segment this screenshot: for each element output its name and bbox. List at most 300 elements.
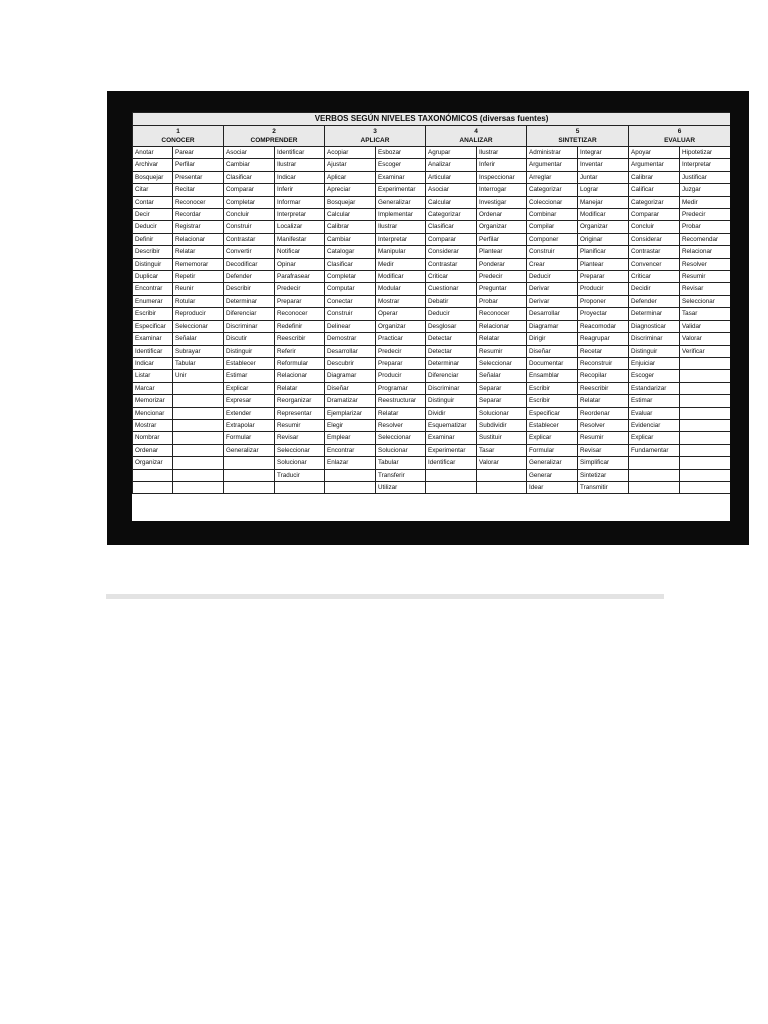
table-cell: Determinar — [426, 357, 477, 369]
table-cell: Resolver — [376, 419, 426, 431]
table-cell: Dirigir — [527, 333, 578, 345]
table-cell: Perfilar — [477, 233, 527, 245]
table-cell: Organizar — [133, 457, 173, 469]
table-cell: Solucionar — [376, 444, 426, 456]
table-cell: Encontrar — [325, 444, 376, 456]
level-number: 6 — [677, 128, 682, 135]
table-row — [133, 171, 731, 183]
table-cell: Escribir — [527, 395, 578, 407]
table-cell: Recitar — [173, 184, 224, 196]
table-cell: Argumentar — [629, 159, 680, 171]
table-cell: Crear — [527, 258, 578, 270]
table-cell: Proyectar — [578, 308, 629, 320]
table-cell — [173, 457, 224, 469]
table-cell: Determinar — [629, 308, 680, 320]
table-sheet — [132, 112, 730, 521]
page-divider — [106, 594, 664, 599]
table-cell: Probar — [680, 221, 731, 233]
table-cell: Diagnosticar — [629, 320, 680, 332]
table-cell: Completar — [325, 271, 376, 283]
table-cell: Inferir — [275, 184, 325, 196]
table-cell: Listar — [133, 370, 173, 382]
table-cell: Justificar — [680, 171, 731, 183]
table-cell: Simplificar — [578, 457, 629, 469]
table-cell — [325, 481, 376, 493]
table-title: VERBOS SEGÚN NIVELES TAXONÓMICOS (diversas fuentes) — [133, 113, 731, 126]
table-cell: Rememorar — [173, 258, 224, 270]
table-cell: Enjuiciar — [629, 357, 680, 369]
table-cell: Arreglar — [527, 171, 578, 183]
table-cell — [680, 419, 731, 431]
table-cell: Archivar — [133, 159, 173, 171]
table-cell: Interpretar — [376, 233, 426, 245]
table-cell: Apreciar — [325, 184, 376, 196]
table-cell: Transmitir — [578, 481, 629, 493]
table-row — [133, 395, 731, 407]
level-number: 4 — [474, 128, 478, 135]
table-cell: Subdividir — [477, 419, 527, 431]
table-cell — [680, 382, 731, 394]
level-name: EVALUAR — [664, 136, 696, 144]
table-row — [133, 184, 731, 196]
table-cell: Dramatizar — [325, 395, 376, 407]
table-cell: Citar — [133, 184, 173, 196]
table-image-frame — [107, 91, 749, 545]
table-cell: Relacionar — [680, 246, 731, 258]
table-cell: Perfilar — [173, 159, 224, 171]
table-cell: Inventar — [578, 159, 629, 171]
table-cell: Reorganizar — [275, 395, 325, 407]
table-cell: Sintetizar — [578, 469, 629, 481]
table-cell: Detectar — [426, 345, 477, 357]
table-cell: Examinar — [133, 333, 173, 345]
table-cell: Comparar — [629, 209, 680, 221]
table-cell: Describir — [224, 283, 275, 295]
table-cell: Repetir — [173, 271, 224, 283]
table-cell: Combinar — [527, 209, 578, 221]
table-cell — [224, 481, 275, 493]
table-cell: Identificar — [133, 345, 173, 357]
table-cell: Relatar — [275, 382, 325, 394]
table-cell: Asociar — [426, 184, 477, 196]
table-cell: Resumir — [578, 432, 629, 444]
table-row — [133, 246, 731, 258]
table-cell: Expresar — [224, 395, 275, 407]
table-cell: Predecir — [477, 271, 527, 283]
table-cell: Aplicar — [325, 171, 376, 183]
table-cell: Practicar — [376, 333, 426, 345]
table-cell: Separar — [477, 395, 527, 407]
level-header-6 — [629, 126, 731, 147]
table-cell: Interpretar — [275, 209, 325, 221]
table-cell: Ponderar — [477, 258, 527, 270]
table-cell: Solucionar — [477, 407, 527, 419]
table-cell: Defender — [224, 271, 275, 283]
table-cell: Derivar — [527, 283, 578, 295]
table-cell: Concluir — [224, 209, 275, 221]
table-cell — [680, 395, 731, 407]
table-cell: Apoyar — [629, 147, 680, 159]
table-cell: Evidenciar — [629, 419, 680, 431]
table-cell: Valorar — [477, 457, 527, 469]
table-row — [133, 209, 731, 221]
table-cell: Recordar — [173, 209, 224, 221]
table-row — [133, 283, 731, 295]
table-cell: Reescribir — [275, 333, 325, 345]
table-cell: Ordenar — [133, 444, 173, 456]
table-cell: Traducir — [275, 469, 325, 481]
table-row — [133, 196, 731, 208]
table-cell: Sustituir — [477, 432, 527, 444]
table-cell: Acopiar — [325, 147, 376, 159]
table-cell — [173, 481, 224, 493]
table-cell: Diagramar — [325, 370, 376, 382]
table-cell: Especificar — [133, 320, 173, 332]
table-cell: Notificar — [275, 246, 325, 258]
table-cell: Contar — [133, 196, 173, 208]
table-cell — [173, 382, 224, 394]
table-cell — [680, 457, 731, 469]
table-cell: Argumentar — [527, 159, 578, 171]
table-row — [133, 221, 731, 233]
table-cell: Idear — [527, 481, 578, 493]
table-cell: Reunir — [173, 283, 224, 295]
table-cell: Contrastar — [629, 246, 680, 258]
table-cell: Utilizar — [376, 481, 426, 493]
table-cell: Parear — [173, 147, 224, 159]
table-cell: Formular — [527, 444, 578, 456]
table-cell: Separar — [477, 382, 527, 394]
table-row — [133, 308, 731, 320]
level-name: APLICAR — [360, 136, 390, 144]
table-cell: Explicar — [629, 432, 680, 444]
table-row — [133, 469, 731, 481]
table-cell: Resumir — [680, 271, 731, 283]
table-cell: Generalizar — [224, 444, 275, 456]
table-row — [133, 370, 731, 382]
table-cell: Calcular — [426, 196, 477, 208]
table-cell: Computar — [325, 283, 376, 295]
table-cell: Medir — [680, 196, 731, 208]
table-cell: Clasificar — [325, 258, 376, 270]
table-cell: Preparar — [275, 295, 325, 307]
table-cell: Considerar — [426, 246, 477, 258]
table-cell: Verificar — [680, 345, 731, 357]
table-cell: Distinguir — [133, 258, 173, 270]
table-cell: Calificar — [629, 184, 680, 196]
table-cell: Tasar — [680, 308, 731, 320]
table-cell: Escribir — [133, 308, 173, 320]
table-cell: Mostrar — [376, 295, 426, 307]
table-cell — [173, 444, 224, 456]
table-cell: Generalizar — [376, 196, 426, 208]
table-cell — [173, 395, 224, 407]
table-cell: Especificar — [527, 407, 578, 419]
table-cell: Defender — [629, 295, 680, 307]
table-cell: Probar — [477, 295, 527, 307]
table-cell: Desglosar — [426, 320, 477, 332]
table-cell: Ejemplarizar — [325, 407, 376, 419]
level-header-5 — [527, 126, 629, 147]
table-cell: Manifestar — [275, 233, 325, 245]
table-cell: Coleccionar — [527, 196, 578, 208]
table-cell: Señalar — [477, 370, 527, 382]
table-cell: Organizar — [376, 320, 426, 332]
level-number: 2 — [272, 128, 276, 135]
level-number: 1 — [176, 128, 180, 135]
table-cell: Presentar — [173, 171, 224, 183]
level-header-1 — [133, 126, 224, 147]
table-cell: Convencer — [629, 258, 680, 270]
table-cell: Documentar — [527, 357, 578, 369]
table-cell — [680, 481, 731, 493]
table-cell — [629, 457, 680, 469]
table-cell: Concluir — [629, 221, 680, 233]
table-cell: Manejar — [578, 196, 629, 208]
table-cell: Deducir — [426, 308, 477, 320]
table-cell: Juzgar — [680, 184, 731, 196]
table-cell: Establecer — [224, 357, 275, 369]
table-cell: Categorizar — [629, 196, 680, 208]
table-cell: Resumir — [477, 345, 527, 357]
table-cell: Validar — [680, 320, 731, 332]
table-cell — [426, 481, 477, 493]
table-cell: Subrayar — [173, 345, 224, 357]
table-cell: Medir — [376, 258, 426, 270]
table-row — [133, 407, 731, 419]
table-cell: Contrastar — [426, 258, 477, 270]
table-cell: Distinguir — [426, 395, 477, 407]
table-cell: Juntar — [578, 171, 629, 183]
table-cell — [629, 469, 680, 481]
table-cell: Seleccionar — [173, 320, 224, 332]
table-cell: Resolver — [578, 419, 629, 431]
table-cell: Relatar — [376, 407, 426, 419]
table-cell: Resumir — [275, 419, 325, 431]
table-cell: Valorar — [680, 333, 731, 345]
table-cell: Conectar — [325, 295, 376, 307]
table-cell: Indicar — [275, 171, 325, 183]
table-cell: Agrupar — [426, 147, 477, 159]
table-cell: Derivar — [527, 295, 578, 307]
table-cell: Revisar — [578, 444, 629, 456]
table-cell — [426, 469, 477, 481]
table-cell: Programar — [376, 382, 426, 394]
table-cell: Tabular — [173, 357, 224, 369]
table-cell: Preparar — [376, 357, 426, 369]
table-cell: Diferenciar — [224, 308, 275, 320]
table-row — [133, 333, 731, 345]
table-cell: Generar — [527, 469, 578, 481]
table-cell: Marcar — [133, 382, 173, 394]
table-cell: Modular — [376, 283, 426, 295]
table-cell: Señalar — [173, 333, 224, 345]
table-cell: Reconocer — [173, 196, 224, 208]
table-row — [133, 432, 731, 444]
table-cell — [477, 481, 527, 493]
table-cell: Desarrollar — [527, 308, 578, 320]
table-cell: Diferenciar — [426, 370, 477, 382]
table-cell: Deducir — [527, 271, 578, 283]
table-cell: Ordenar — [477, 209, 527, 221]
table-cell: Construir — [325, 308, 376, 320]
table-cell — [173, 469, 224, 481]
table-cell: Reconocer — [477, 308, 527, 320]
table-cell: Estandarizar — [629, 382, 680, 394]
level-header-2 — [224, 126, 325, 147]
level-header-3 — [325, 126, 426, 147]
table-cell: Extender — [224, 407, 275, 419]
table-cell: Cambiar — [325, 233, 376, 245]
table-cell: Transferir — [376, 469, 426, 481]
table-cell: Decir — [133, 209, 173, 221]
table-cell: Elegir — [325, 419, 376, 431]
table-cell: Examinar — [426, 432, 477, 444]
table-cell: Reordenar — [578, 407, 629, 419]
table-cell: Descubrir — [325, 357, 376, 369]
table-cell: Ajustar — [325, 159, 376, 171]
table-cell: Unir — [173, 370, 224, 382]
table-cell: Evaluar — [629, 407, 680, 419]
table-cell — [224, 457, 275, 469]
level-number: 5 — [575, 128, 580, 135]
table-cell: Modificar — [578, 209, 629, 221]
table-cell: Esbozar — [376, 147, 426, 159]
taxonomy-verbs-table — [132, 112, 730, 494]
table-cell — [680, 444, 731, 456]
table-cell: Recomendar — [680, 233, 731, 245]
table-cell: Calibrar — [325, 221, 376, 233]
table-row — [133, 382, 731, 394]
table-cell: Proponer — [578, 295, 629, 307]
table-cell: Identificar — [275, 147, 325, 159]
table-cell: Cambiar — [224, 159, 275, 171]
table-cell: Ensamblar — [527, 370, 578, 382]
table-cell: Plantear — [578, 258, 629, 270]
table-cell: Reescribir — [578, 382, 629, 394]
table-cell: Debatir — [426, 295, 477, 307]
table-cell: Convertir — [224, 246, 275, 258]
table-cell: Generalizar — [527, 457, 578, 469]
table-cell: Compilar — [527, 221, 578, 233]
table-cell — [680, 407, 731, 419]
table-cell: Preparar — [578, 271, 629, 283]
table-cell: Estimar — [224, 370, 275, 382]
table-cell: Deducir — [133, 221, 173, 233]
table-cell: Describir — [133, 246, 173, 258]
table-cell: Redefinir — [275, 320, 325, 332]
table-cell: Articular — [426, 171, 477, 183]
table-cell: Predecir — [376, 345, 426, 357]
table-cell: Reproducir — [173, 308, 224, 320]
table-cell: Tabular — [376, 457, 426, 469]
table-cell: Reformular — [275, 357, 325, 369]
table-cell: Informar — [275, 196, 325, 208]
table-cell: Explicar — [224, 382, 275, 394]
table-cell: Diseñar — [527, 345, 578, 357]
table-cell: Comparar — [224, 184, 275, 196]
table-row — [133, 481, 731, 493]
table-cell: Manipular — [376, 246, 426, 258]
table-cell: Mostrar — [133, 419, 173, 431]
level-name: ANALIZAR — [459, 136, 493, 144]
table-cell: Originar — [578, 233, 629, 245]
table-cell: Plantear — [477, 246, 527, 258]
table-cell: Seleccionar — [275, 444, 325, 456]
table-cell: Tasar — [477, 444, 527, 456]
table-cell: Rotular — [173, 295, 224, 307]
table-cell: Clasificar — [426, 221, 477, 233]
table-cell: Lograr — [578, 184, 629, 196]
table-cell: Criticar — [629, 271, 680, 283]
levels-header-row — [133, 126, 731, 147]
table-cell: Fundamentar — [629, 444, 680, 456]
table-cell: Categorizar — [426, 209, 477, 221]
table-cell: Seleccionar — [477, 357, 527, 369]
table-cell: Dividir — [426, 407, 477, 419]
table-cell: Revisar — [275, 432, 325, 444]
table-cell: Establecer — [527, 419, 578, 431]
table-cell: Anotar — [133, 147, 173, 159]
table-cell: Diseñar — [325, 382, 376, 394]
table-cell: Encontrar — [133, 283, 173, 295]
table-cell — [133, 469, 173, 481]
table-cell: Mencionar — [133, 407, 173, 419]
table-cell: Administrar — [527, 147, 578, 159]
table-row — [133, 295, 731, 307]
table-row — [133, 357, 731, 369]
table-cell: Ilustrar — [376, 221, 426, 233]
table-row — [133, 419, 731, 431]
table-cell: Recetar — [578, 345, 629, 357]
table-cell: Catalogar — [325, 246, 376, 258]
table-cell: Comparar — [426, 233, 477, 245]
table-cell: Registrar — [173, 221, 224, 233]
table-cell: Producir — [376, 370, 426, 382]
table-cell: Asociar — [224, 147, 275, 159]
table-cell: Producir — [578, 283, 629, 295]
table-cell: Estimar — [629, 395, 680, 407]
table-cell: Ilustrar — [477, 147, 527, 159]
table-cell — [224, 469, 275, 481]
table-row — [133, 320, 731, 332]
table-cell — [680, 432, 731, 444]
table-row — [133, 444, 731, 456]
table-cell: Ilustrar — [275, 159, 325, 171]
table-cell: Reestructurar — [376, 395, 426, 407]
table-row — [133, 271, 731, 283]
table-cell — [173, 407, 224, 419]
table-cell: Discutir — [224, 333, 275, 345]
level-name: SINTETIZAR — [558, 136, 597, 144]
table-cell: Relacionar — [477, 320, 527, 332]
table-cell: Relacionar — [173, 233, 224, 245]
table-body — [133, 147, 731, 494]
table-cell: Relatar — [578, 395, 629, 407]
table-cell: Relatar — [477, 333, 527, 345]
table-cell: Completar — [224, 196, 275, 208]
table-cell: Reconstruir — [578, 357, 629, 369]
table-row — [133, 147, 731, 159]
table-cell: Esquematizar — [426, 419, 477, 431]
table-cell: Decidir — [629, 283, 680, 295]
table-cell: Categorizar — [527, 184, 578, 196]
table-cell: Organizar — [578, 221, 629, 233]
table-cell: Organizar — [477, 221, 527, 233]
level-name: COMPRENDER — [250, 136, 298, 144]
table-cell: Referir — [275, 345, 325, 357]
table-cell: Integrar — [578, 147, 629, 159]
